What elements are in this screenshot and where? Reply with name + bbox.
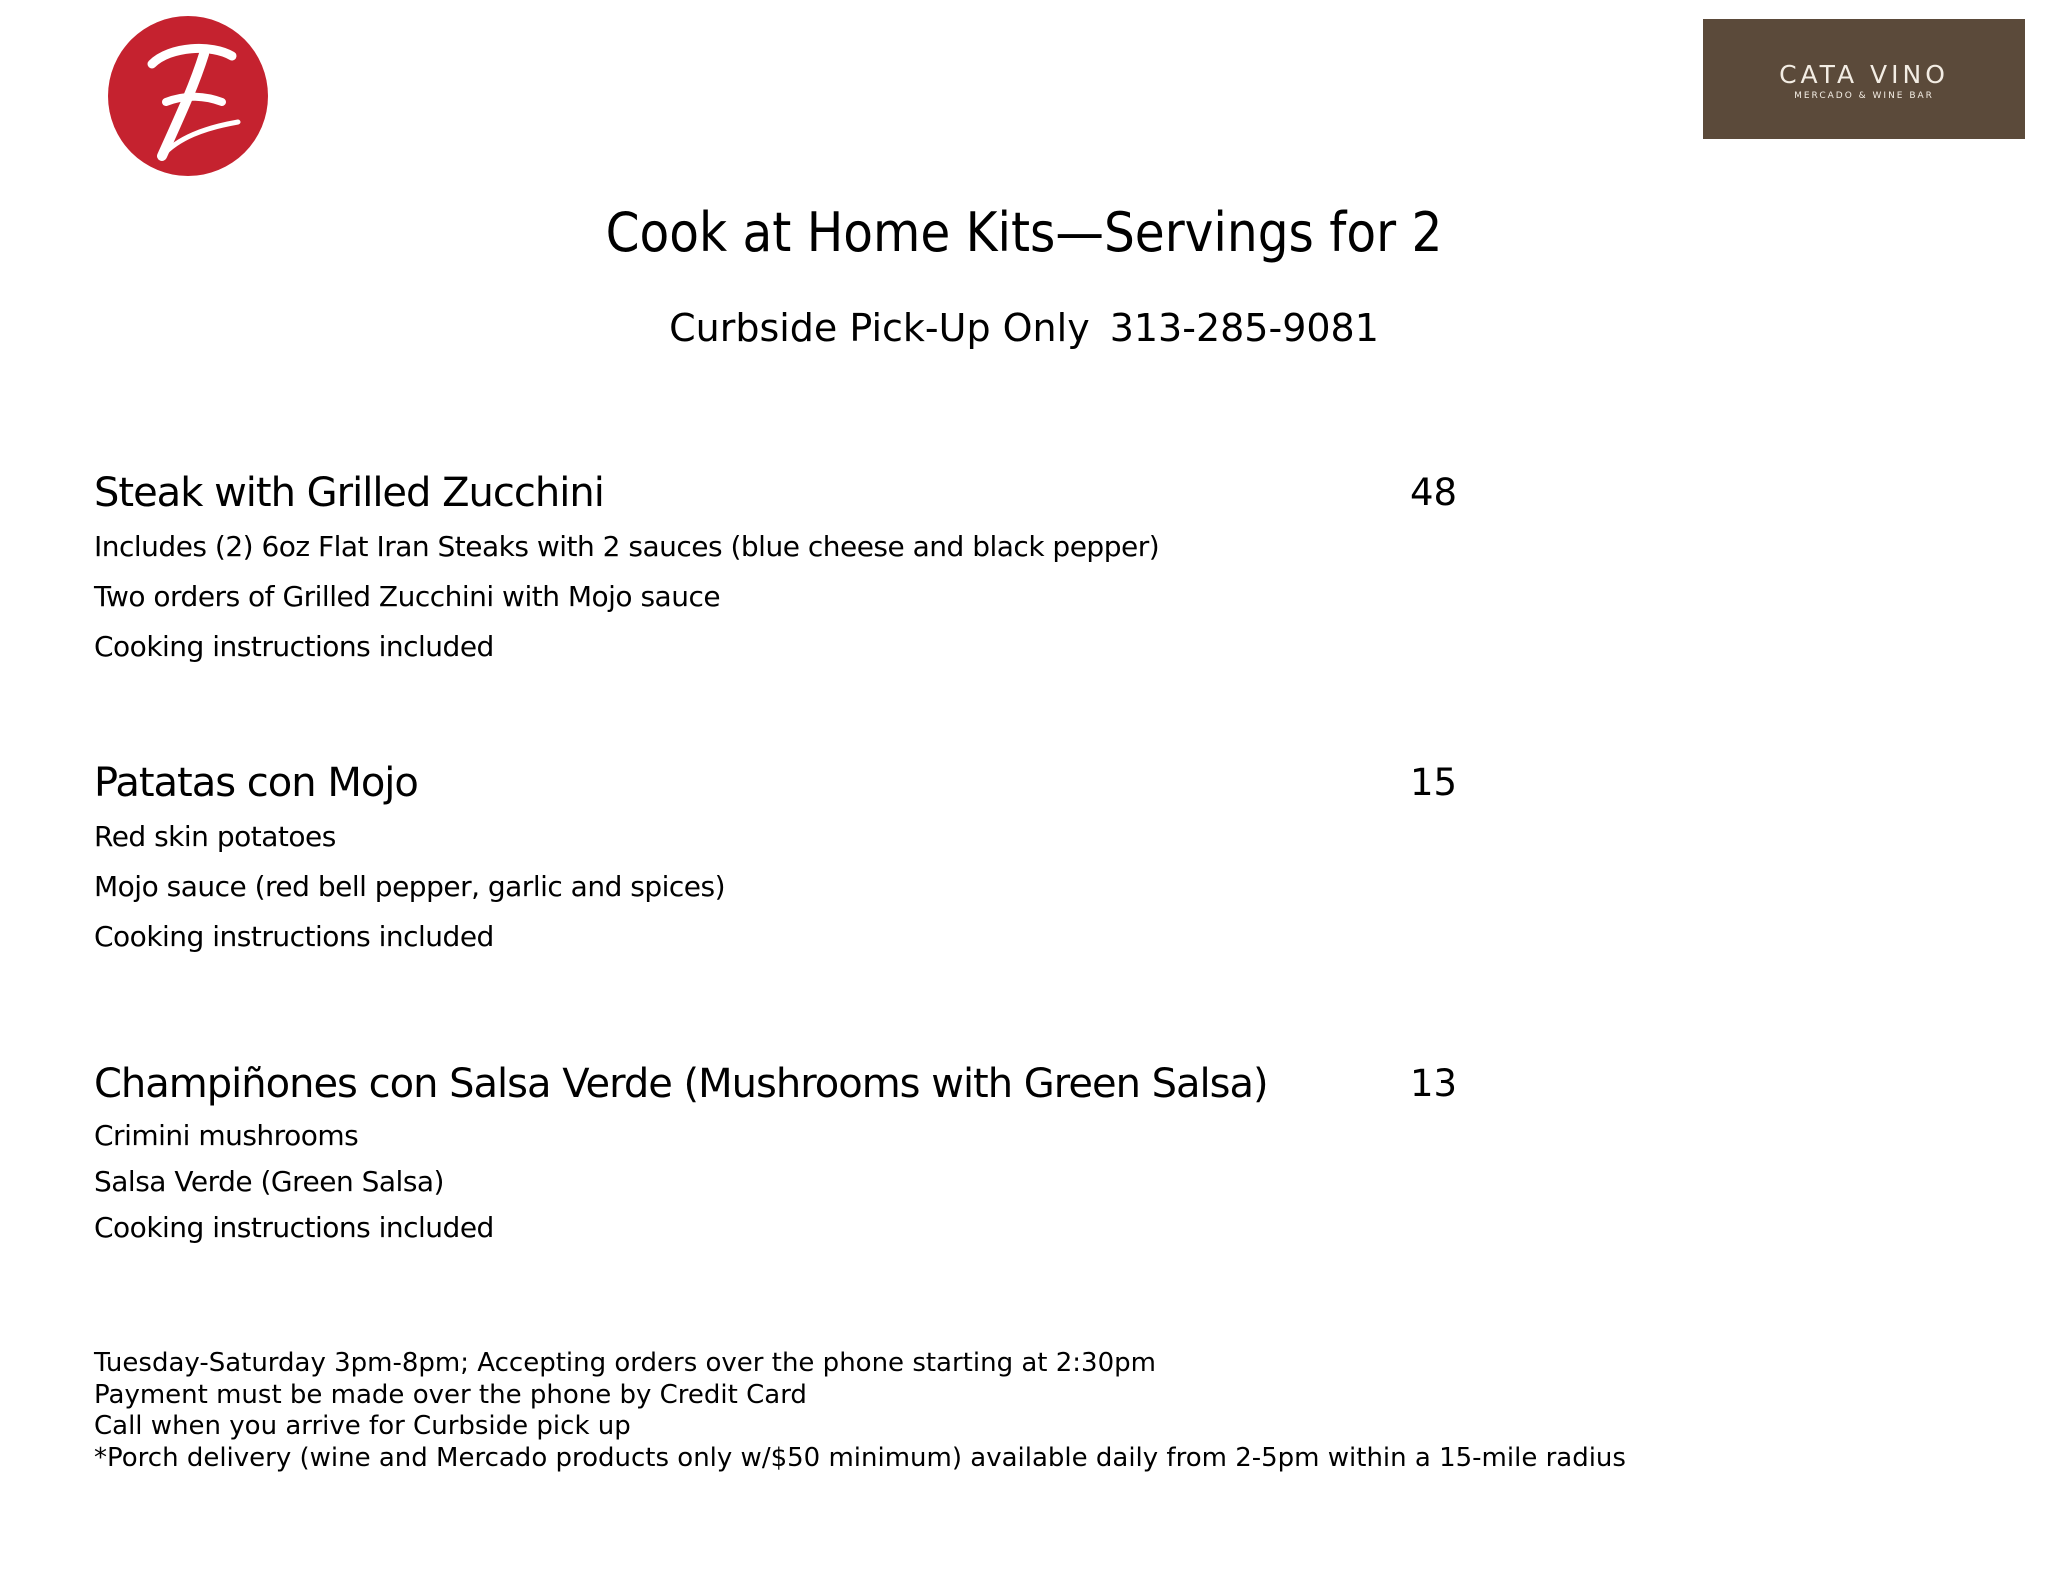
item-name: Champiñones con Salsa Verde (Mushrooms with Green Salsa) (94, 1061, 1268, 1107)
arrival-line: Call when you arrive for Curbside pick up (94, 1411, 631, 1441)
f-monogram-icon (108, 16, 268, 176)
payment-line: Payment must be made over the phone by Credit Card (94, 1379, 807, 1410)
item-name: Steak with Grilled Zucchini (94, 470, 604, 516)
item-description-line: Salsa Verde (Green Salsa) (94, 1165, 444, 1198)
item-description-line: Cooking instructions included (94, 630, 494, 663)
delivery-line: *Porch delivery (wine and Mercado products only w/$50 minimum) available daily from 2-5pm within a 15-mile radius (94, 1442, 1626, 1473)
ordering-info (94, 1348, 1626, 1474)
item-description-line: Includes (2) 6oz Flat Iran Steaks with 2 sauces (blue cheese and black pepper) (94, 530, 1160, 563)
menu-item-steak (94, 464, 1494, 672)
phone-number: 313-285-9081 (1109, 306, 1379, 350)
menu-item-champinones (94, 1055, 1494, 1251)
page-title: Cook at Home Kits—Servings for 2 (605, 201, 1443, 264)
item-description-line: Two orders of Grilled Zucchini with Mojo sauce (94, 580, 721, 613)
pickup-info (0, 300, 2048, 356)
cata-vino-tagline: MERCADO & WINE BAR (1794, 91, 1934, 101)
cata-vino-logo (1703, 19, 2025, 139)
item-description-line: Cooking instructions included (94, 920, 494, 953)
cata-vino-brand: CATA VINO (1779, 60, 1949, 89)
menu-item-patatas (94, 754, 1494, 962)
item-description-line: Mojo sauce (red bell pepper, garlic and spices) (94, 870, 726, 903)
pickup-label: Curbside Pick-Up Only (669, 306, 1090, 350)
item-description-line: Crimini mushrooms (94, 1119, 359, 1152)
item-price: 15 (1410, 761, 1458, 804)
item-price: 48 (1410, 471, 1458, 514)
item-name: Patatas con Mojo (94, 760, 418, 806)
hours-line: Tuesday-Saturday 3pm-8pm; Accepting orders over the phone starting at 2:30pm (94, 1348, 1156, 1378)
restaurant-logo (108, 16, 268, 176)
item-description-line: Red skin potatoes (94, 820, 336, 853)
item-description-line: Cooking instructions included (94, 1211, 494, 1244)
item-price: 13 (1410, 1062, 1458, 1105)
